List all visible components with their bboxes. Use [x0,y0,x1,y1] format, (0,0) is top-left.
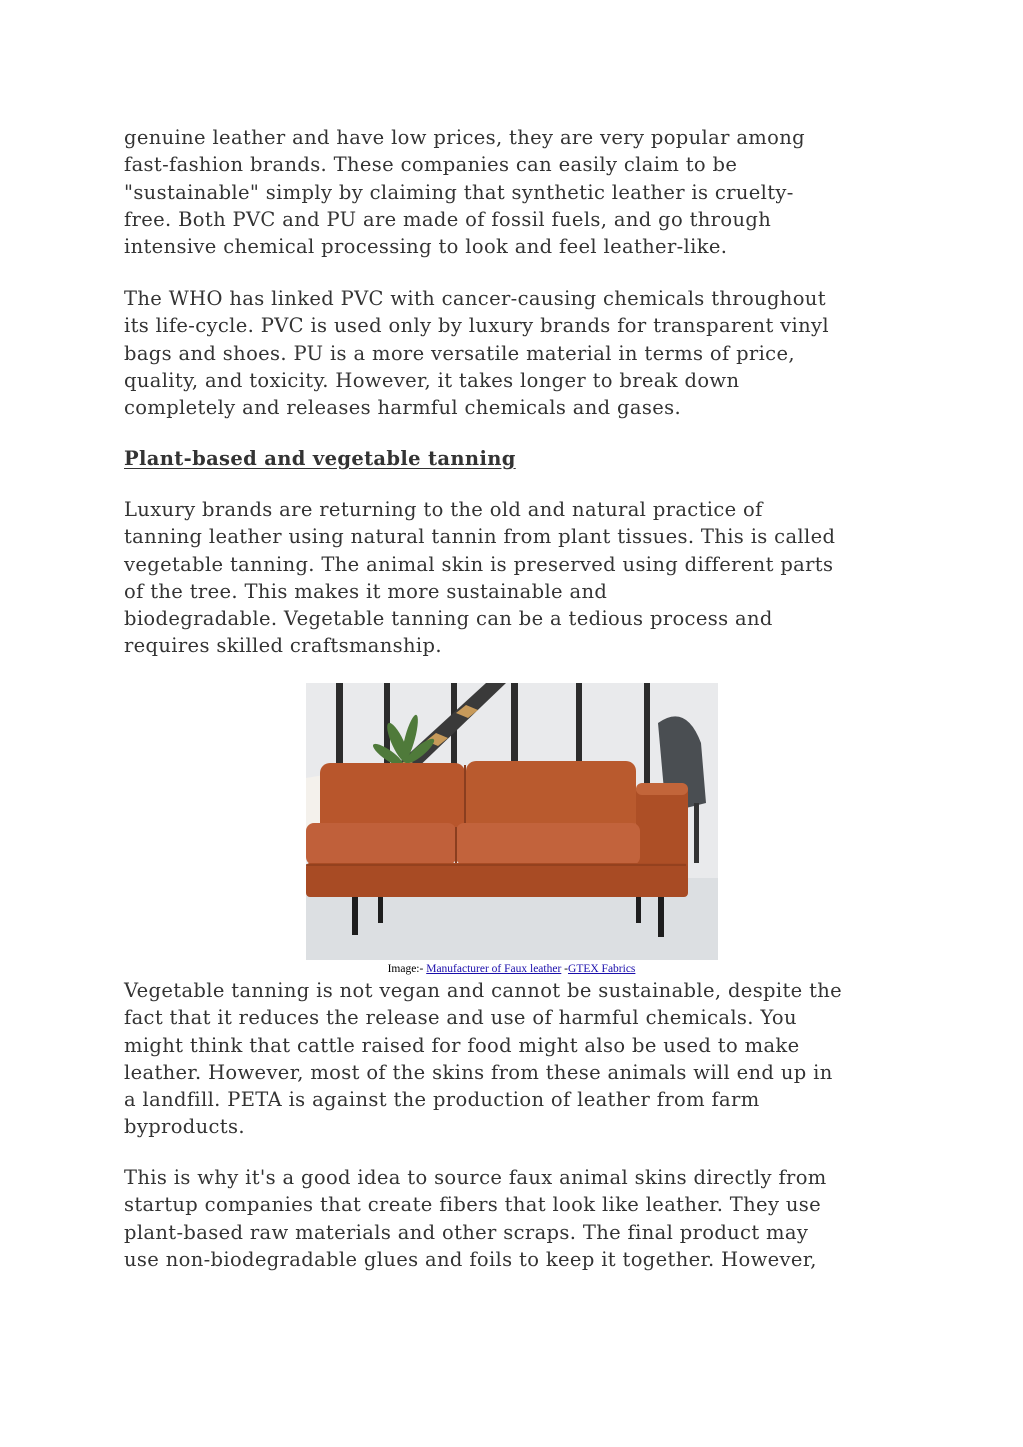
paragraph-5: This is why it's a good idea to source faux animal skins directly from startup companies that create fibers that look like leather. They use plant-based raw materials and other scraps. The final product may use non-biodegradable glues and foils to keep it together. However, [124,1166,827,1271]
image-caption [0,962,1023,976]
gtex-fabrics-link[interactable]: GTEX Fabrics [568,963,636,975]
sofa-photo [306,683,718,960]
section-heading: Plant-based and vegetable tanning [124,447,516,470]
paragraph-3: Luxury brands are returning to the old and natural practice of tanning leather using natural tannin from plant tissues. This is called vegetable tanning. The animal skin is preserved using different parts of the tree. This makes it more sustainable and biodegradable. Vegetable tanning can be a tedious process and requires skilled craftsmanship. [124,498,836,658]
paragraph-2: The WHO has linked PVC with cancer-causing chemicals throughout its life-cycle. PVC is used only by luxury brands for transparent vinyl bags and shoes. PU is a more versatile material in terms of price, quality, and toxicity. However, it takes longer to break down completely and releases harmful chemicals and gases. [124,287,829,420]
caption-prefix: Image:- [387,963,427,975]
caption-separator: - [561,963,569,975]
paragraph-4: Vegetable tanning is not vegan and cannot be sustainable, despite the fact that it reduces the release and use of harmful chemicals. You might think that cattle raised for food might also be used to make leather. However, most of the skins from these animals will end up in a landfill. PETA is against the production of leather from farm byproducts. [124,979,843,1139]
faux-leather-link[interactable]: Manufacturer of Faux leather [426,963,562,975]
paragraph-1: genuine leather and have low prices, they are very popular among fast-fashion brands. These companies can easily claim to be "sustainable" simply by claiming that synthetic leather is cruelty- free. Both PVC and PU are made of fossil fuels, and go through intensive chemical processing to look and feel leather-like. [124,126,805,259]
